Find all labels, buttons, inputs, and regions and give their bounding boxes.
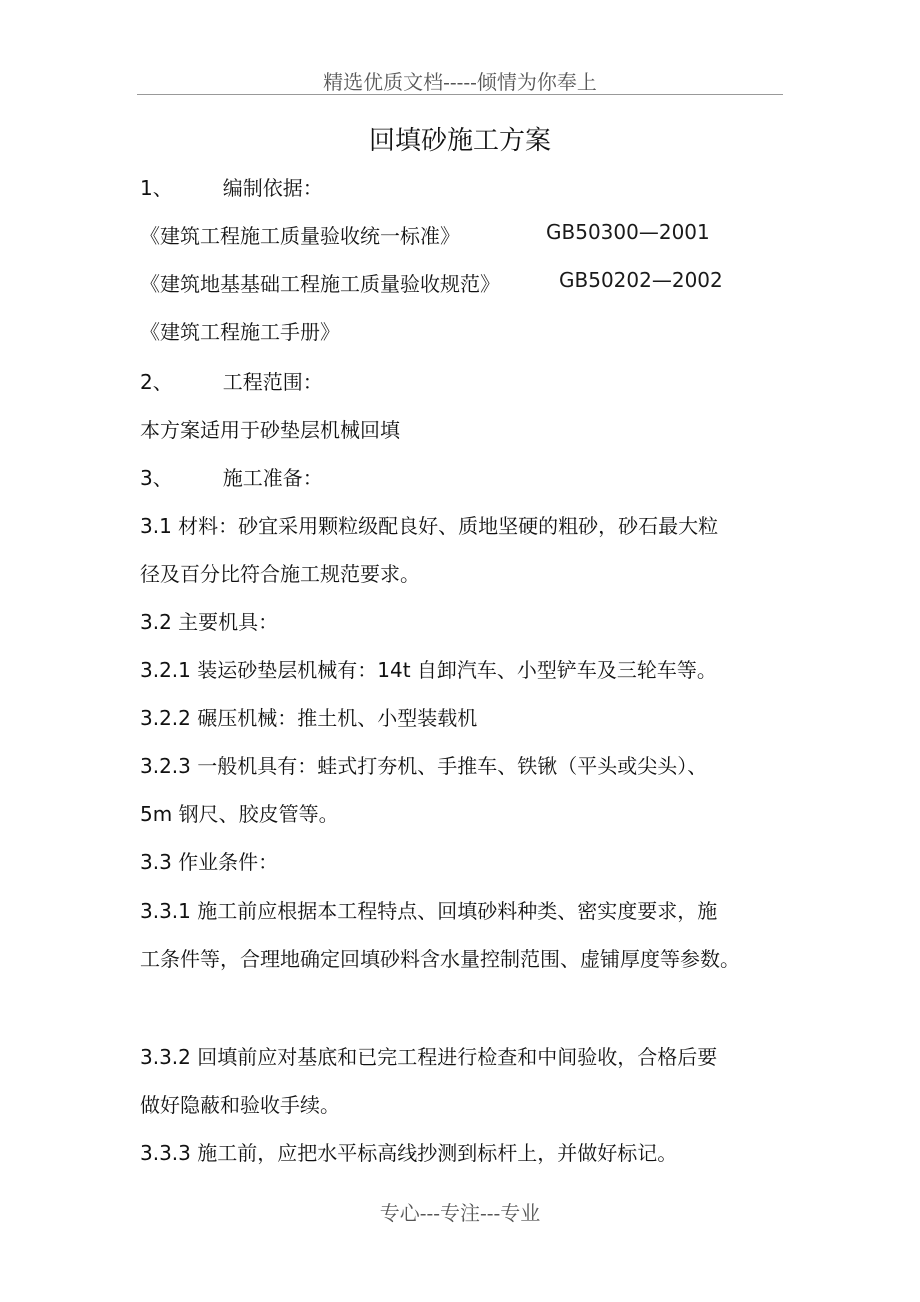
reference-3: 《建筑工程施工手册》 <box>140 320 340 344</box>
section-2-heading <box>140 366 323 395</box>
clause-text: 施工前，应把水平标高线抄测到标杆上，并做好标记。 <box>190 1141 678 1165</box>
reference-2 <box>140 268 500 297</box>
paragraph-3-3-1 <box>140 895 717 924</box>
clause-number: 3.3 <box>140 850 172 874</box>
clause-text: 一般机具有：蛙式打夯机、手推车、铁锹（平头或尖头）、 <box>190 754 708 778</box>
paragraph-3-1 <box>140 510 718 539</box>
clause-text: 自卸汽车、小型铲车及三轮车等。 <box>410 658 717 682</box>
paragraph-3-3-2-cont: 做好隐蔽和验收手续。 <box>140 1093 340 1117</box>
reference-title: 《建筑地基基础工程施工质量验收规范》 <box>140 272 500 296</box>
paragraph-3-2-2 <box>140 702 477 731</box>
reference-code: GB50300—2001 <box>546 220 710 244</box>
clause-text: 主要机具： <box>171 610 279 634</box>
paragraph-3-3-3 <box>140 1137 677 1166</box>
section-label: 施工准备： <box>222 466 323 490</box>
paragraph-3-1-cont: 径及百分比符合施工规范要求。 <box>140 562 420 586</box>
section-3-heading <box>140 462 323 491</box>
section-1-heading <box>140 172 323 201</box>
paragraph-3-2-1 <box>140 654 717 683</box>
clause-text: 回填前应对基底和已完工程进行检查和中间验收，合格后要 <box>190 1045 718 1069</box>
paragraph-3-2-3 <box>140 750 707 779</box>
measure-length: 5m <box>140 802 173 826</box>
clause-text: 施工前应根据本工程特点、回填砂料种类、密实度要求，施 <box>190 899 718 923</box>
section-label: 编制依据： <box>222 176 323 200</box>
clause-number: 3.3.3 <box>140 1141 191 1165</box>
reference-code: GB50202—2002 <box>559 268 723 292</box>
header-divider <box>137 94 783 95</box>
section-number: 3、 <box>140 466 173 490</box>
section-label: 工程范围： <box>222 370 323 394</box>
clause-number: 3.2.3 <box>140 754 191 778</box>
clause-number: 3.2 <box>140 610 172 634</box>
clause-number: 3.1 <box>140 514 172 538</box>
page-header: 精选优质文档-----倾情为你奉上 <box>323 70 597 94</box>
reference-1 <box>140 220 460 249</box>
page-footer: 专心---专注---专业 <box>379 1201 541 1225</box>
clause-text: 作业条件： <box>171 850 279 874</box>
scope-paragraph: 本方案适用于砂垫层机械回填 <box>140 418 400 442</box>
clause-number: 3.3.2 <box>140 1045 191 1069</box>
section-number: 2、 <box>140 370 173 394</box>
clause-number: 3.3.1 <box>140 899 191 923</box>
clause-number: 3.2.2 <box>140 706 191 730</box>
clause-text: 钢尺、胶皮管等。 <box>172 802 339 826</box>
reference-title: 《建筑工程施工质量验收统一标准》 <box>140 224 460 248</box>
paragraph-3-2-3-cont <box>140 798 339 827</box>
clause-text: 碾压机械：推土机、小型装载机 <box>190 706 478 730</box>
document-title: 回填砂施工方案 <box>368 126 551 156</box>
paragraph-3-2 <box>140 606 278 635</box>
paragraph-3-3-1-cont: 工条件等，合理地确定回填砂料含水量控制范围、虚铺厚度等参数。 <box>140 947 740 971</box>
section-number: 1、 <box>140 176 173 200</box>
paragraph-3-3 <box>140 846 278 875</box>
clause-number: 3.2.1 <box>140 658 191 682</box>
paragraph-3-3-2 <box>140 1041 717 1070</box>
clause-text: 装运砂垫层机械有： <box>190 658 378 682</box>
clause-text: 材料：砂宜采用颗粒级配良好、质地坚硬的粗砂，砂石最大粒 <box>171 514 719 538</box>
load-capacity: 14t <box>377 658 411 682</box>
